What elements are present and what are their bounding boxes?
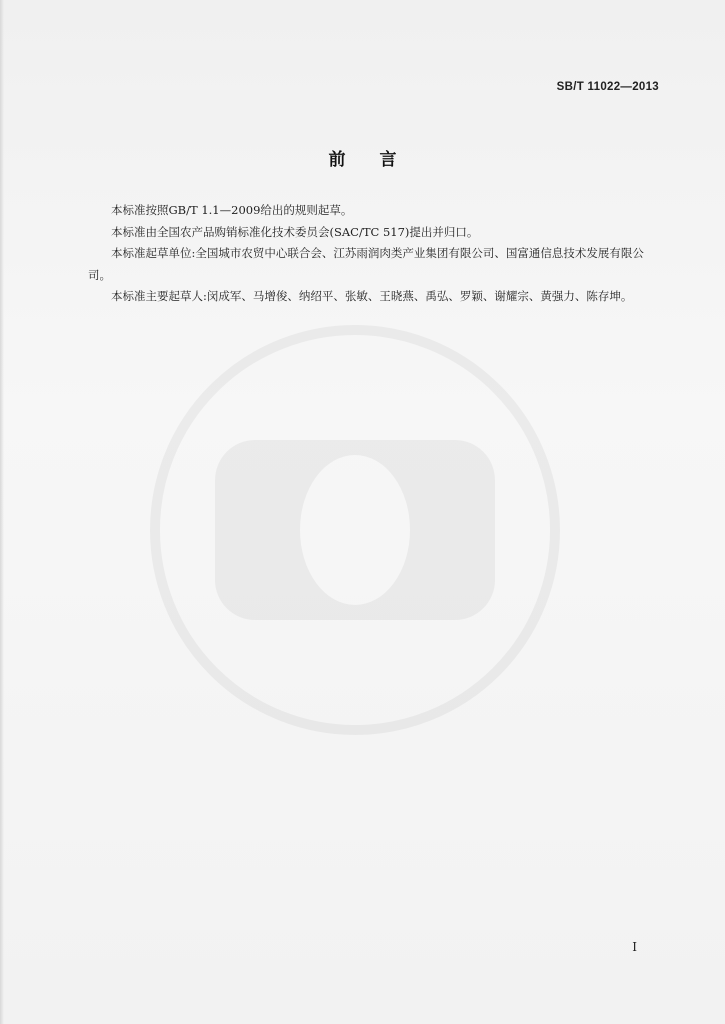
foreword-body <box>88 200 663 308</box>
watermark-seal-icon <box>145 320 565 740</box>
page-title: 前言 <box>328 150 431 170</box>
page-number: I <box>632 940 637 954</box>
paragraph-drafting-units: 本标准起草单位:全国城市农贸中心联合会、江苏雨润肉类产业集团有限公司、国富通信息技术发展有限公司。 <box>88 246 644 282</box>
paragraph-drafting-rules: 本标准按照GB/T 1.1—2009给出的规则起草。 <box>111 203 353 217</box>
paragraph-drafters: 本标准主要起草人:闵成军、马增俊、纳绍平、张敏、王晓燕、禹弘、罗颖、谢耀宗、黄强力、陈存坤。 <box>111 289 633 303</box>
document-identifier: SB/T 11022—2013 <box>556 81 659 93</box>
paragraph-proposed-by: 本标准由全国农产品购销标准化技术委员会(SAC/TC 517)提出并归口。 <box>111 224 479 239</box>
